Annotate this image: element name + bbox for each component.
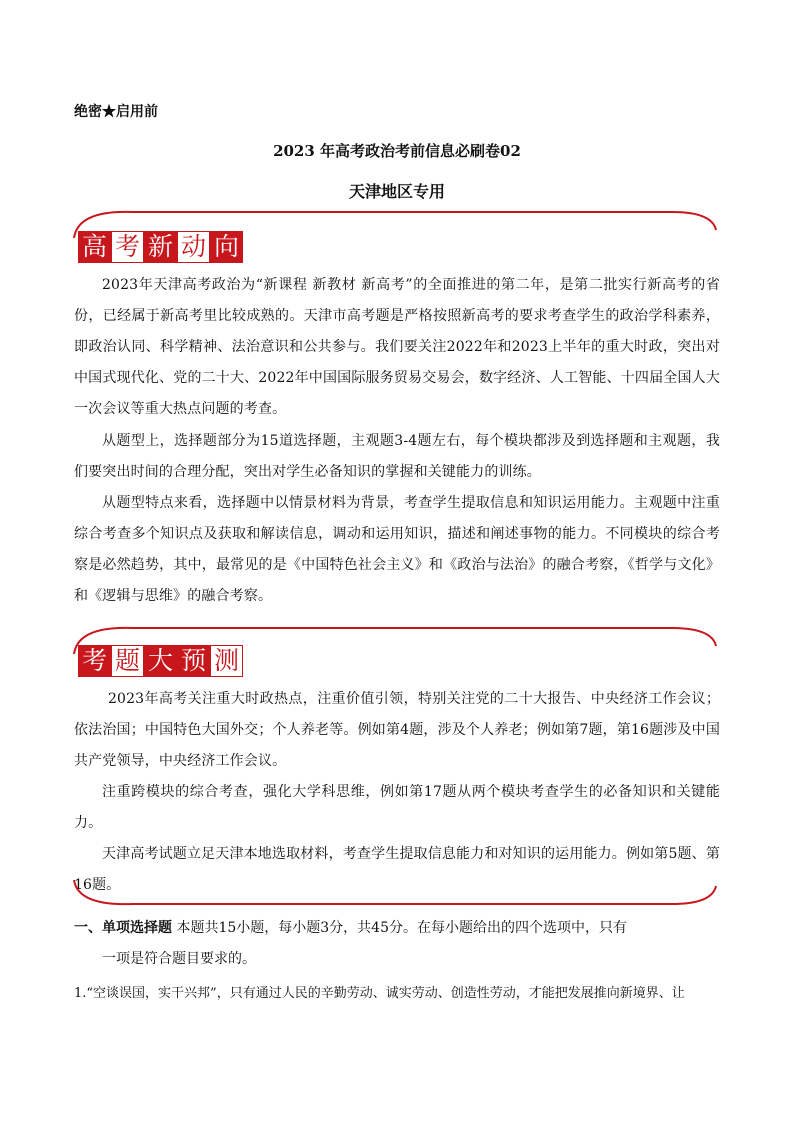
banner-trends-char: 高	[78, 231, 111, 263]
question-1: 1.“空谈误国，实干兴邦”，只有通过人民的辛勤劳动、诚实劳动、创造性劳动，才能把发展推向新境界、让	[74, 986, 685, 1001]
forecast-paragraph: 2023年高考关注重大时政热点，注重价值引领，特别关注党的二十大报告、中央经济工作会议；依法治国；中国特色大国外交；个人养老等。例如第4题，涉及个人养老；例如第7题，第16题涉及中国共产党领导，中央经济工作会议。	[74, 691, 720, 769]
banner-trends-char: 考	[111, 231, 144, 263]
trends-paragraph: 从题型上，选择题部分为15道选择题，主观题3-4题左右，每个模块都涉及到选择题和主观题，我们要突出时间的合理分配，突出对学生必备知识的掌握和关键能力的训练。	[74, 433, 720, 480]
trends-paragraph: 2023年天津高考政治为“新课程 新教材 新高考”的全面推进的第二年，是第二批实行新高考的省份，已经属于新高考里比较成熟的。天津市高考题是严格按照新高考的要求考查学生的政治学科素养，即政治认同、科学精神、法治意识和公共参与。我们要关注2022年和2023上半年的重大时政，突出对中国式现代化、党的二十大、2022年中国国际服务贸易交易会，数字经济、人工智能、十四届全国人大一次会议等重大热点问题的考查。	[74, 277, 720, 417]
banner-forecast-char: 预	[177, 645, 210, 677]
section-heading-continued: 一项是符合题目要求的。	[102, 951, 256, 967]
trends-paragraph: 从题型特点来看，选择题中以情景材料为背景，考查学生提取信息和知识运用能力。主观题中注重综合考查多个知识点及获取和解读信息，调动和运用知识，描述和阐述事物的能力。不同模块的综合考察是必然趋势，其中，最常见的是《中国特色社会主义》和《政治与法治》的融合考察，《哲学与文化》 和《逻辑与思维》的融合考察。	[74, 495, 720, 604]
forecast-paragraph: 注重跨模块的综合考查，强化大学科思维，例如第17题从两个模块考查学生的必备知识和关键能力。	[74, 784, 720, 831]
banner-trends-char: 新	[144, 231, 177, 263]
banner-trends-char: 动	[177, 231, 210, 263]
banner-forecast-char: 考	[78, 645, 111, 677]
decorative-arc-bottom	[72, 876, 718, 910]
banner-forecast	[78, 645, 243, 679]
forecast-paragraph: 天津高考试题立足天津本地选取材料，考查学生提取信息能力和对知识的运用能力。例如第5题、第16题。	[74, 846, 720, 893]
banner-forecast-char: 测	[210, 645, 243, 677]
section-heading-bold: 一、单项选择题	[74, 920, 172, 936]
document-title: 2023 年高考政治考前信息必刷卷02	[273, 142, 521, 160]
banner-forecast-char: 题	[111, 645, 144, 677]
banner-trends	[78, 231, 243, 265]
confidential-label: 绝密★启用前	[74, 104, 158, 120]
banner-trends-char: 向	[210, 231, 243, 263]
section-heading	[74, 913, 720, 944]
banner-forecast-char: 大	[144, 645, 177, 677]
document-subtitle: 天津地区专用	[348, 182, 445, 201]
section-heading-text: 本题共15小题，每小题3分，共45分。在每小题给出的四个选项中，只有	[172, 920, 627, 936]
